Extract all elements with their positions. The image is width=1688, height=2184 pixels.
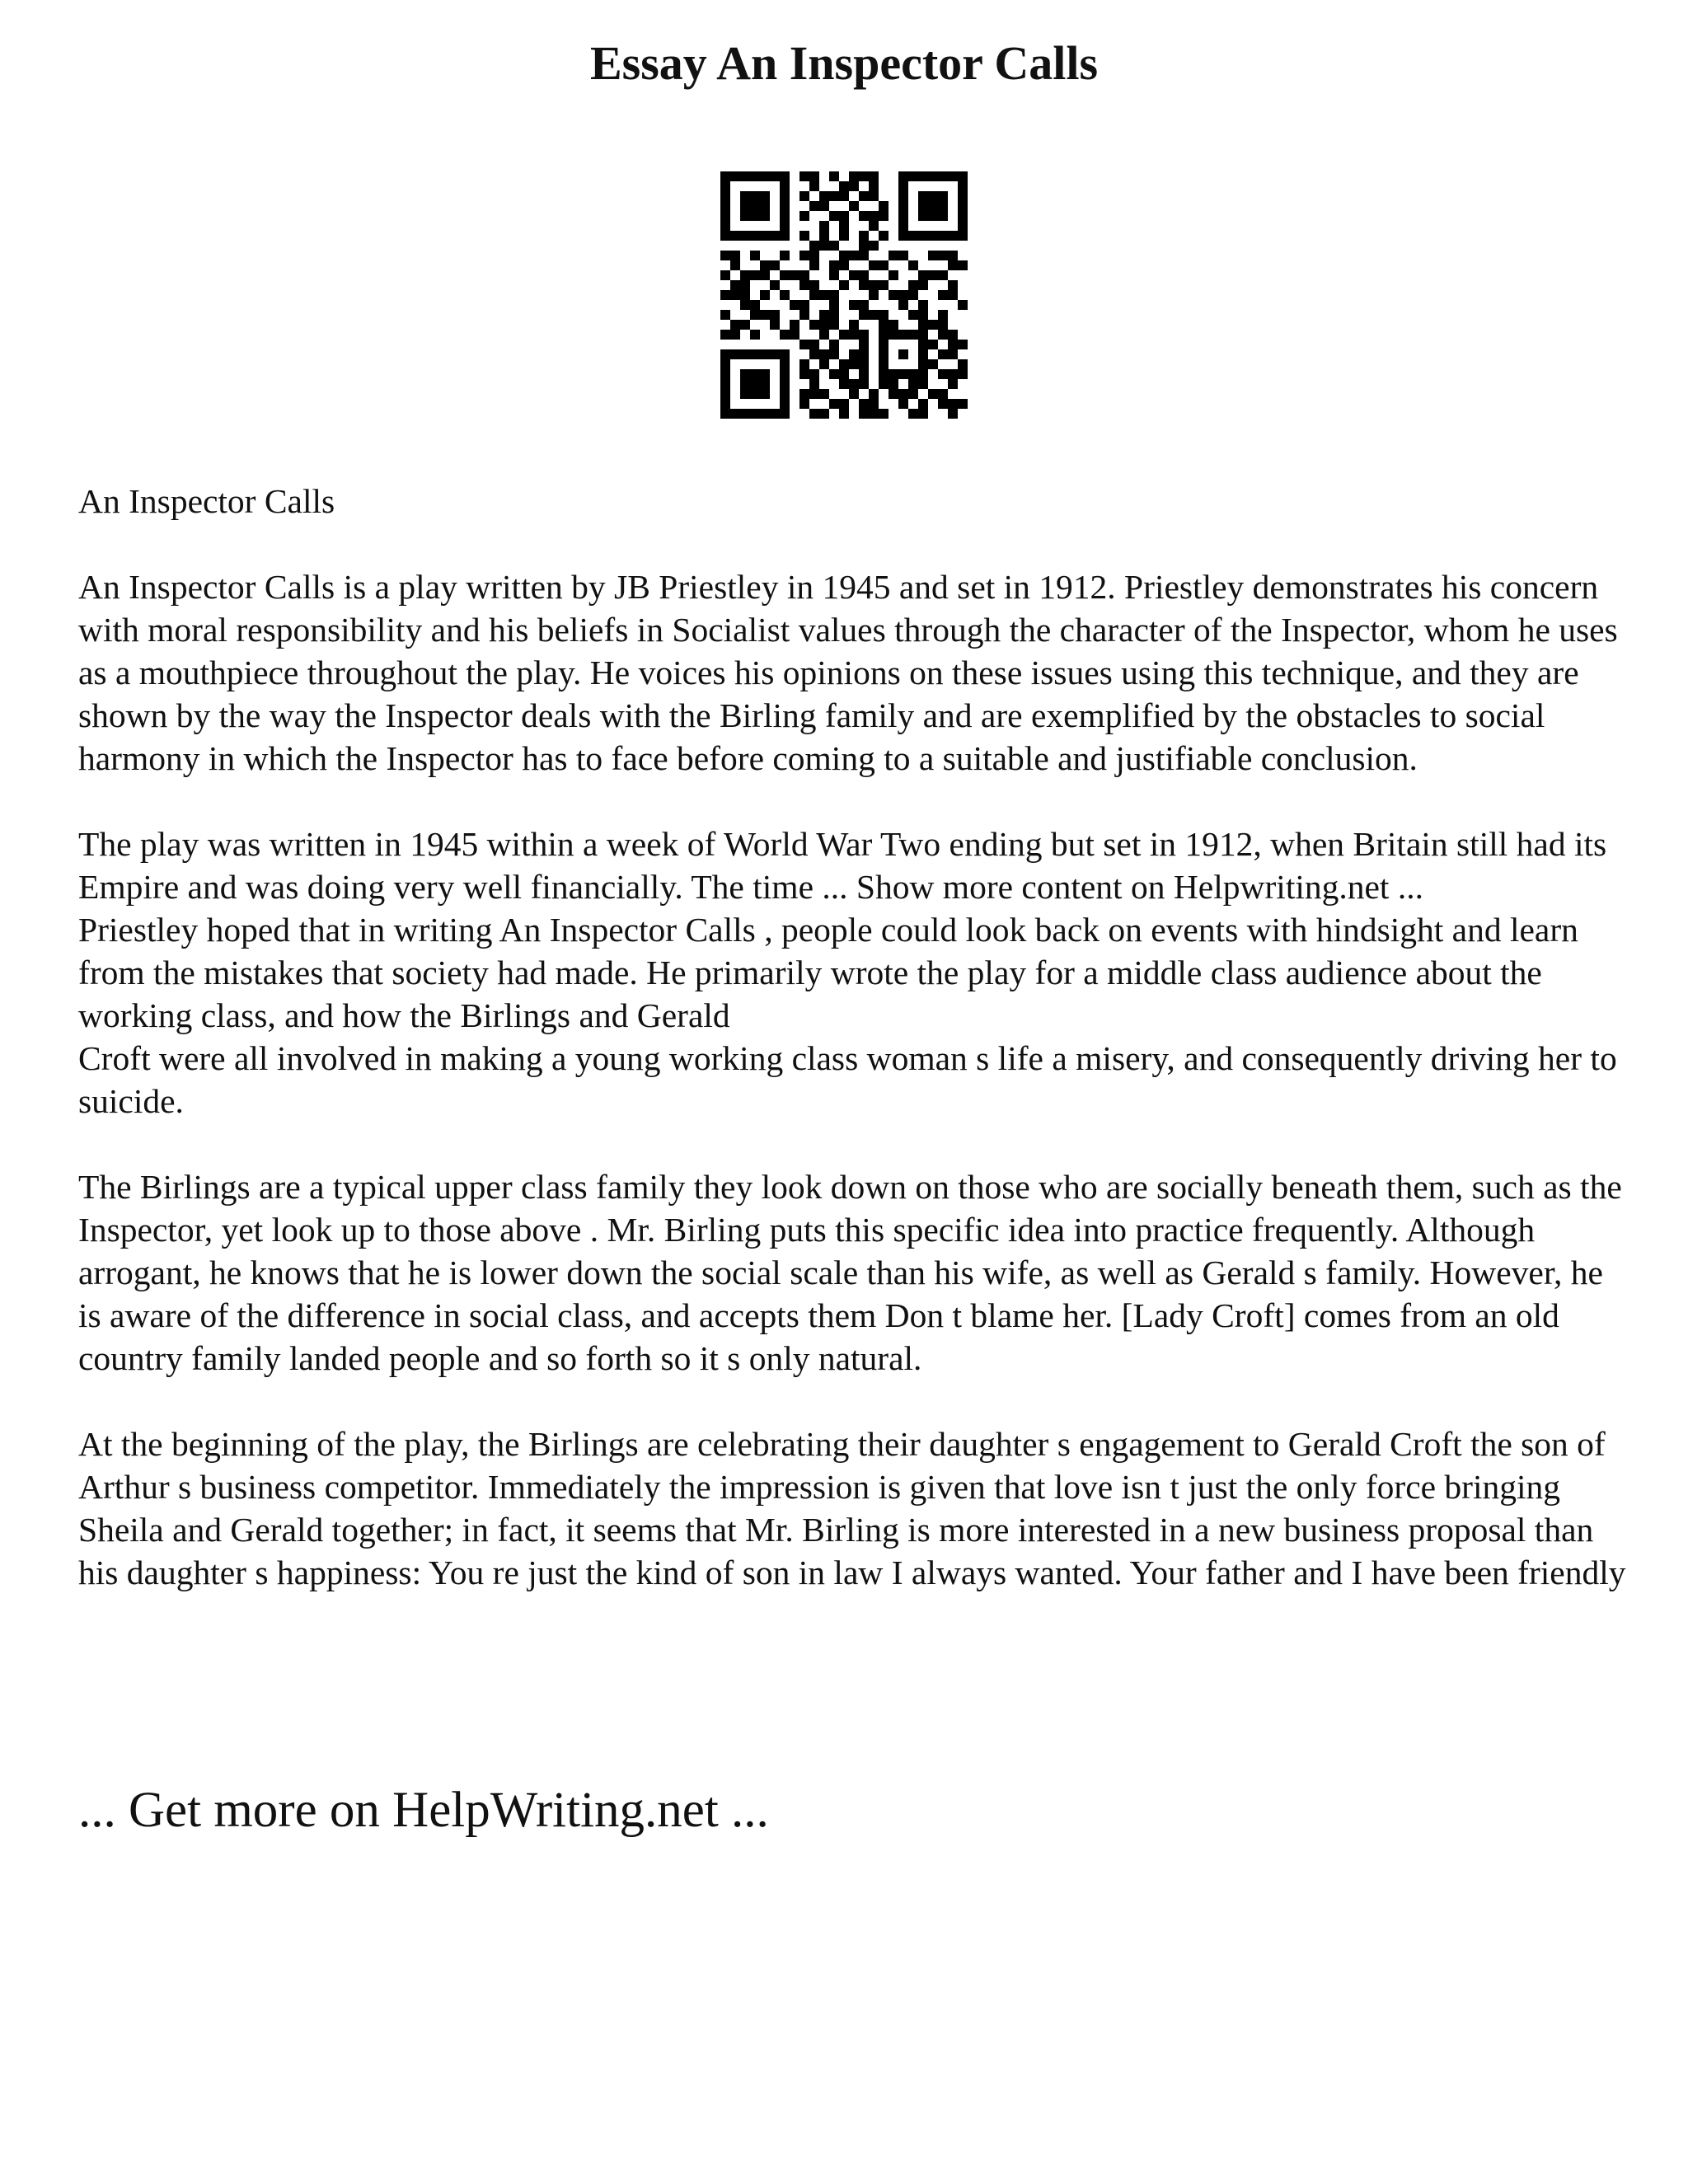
paragraph-4: Croft were all involved in making a young working class woman s life a misery, and consequently driving her to suicide. [78, 1039, 1617, 1120]
get-more-link[interactable]: ... Get more on HelpWriting.net ... [78, 1783, 769, 1838]
section-heading: An Inspector Calls [78, 482, 335, 520]
qr-code-icon [720, 171, 968, 419]
paragraph-spacer [78, 1122, 1628, 1165]
document-body [78, 480, 1628, 1594]
paragraph-1: An Inspector Calls is a play written by JB Priestley in 1945 and set in 1912. Priestley demonstrates his concern with moral responsibility and his beliefs in Socialist values through the character of the Inspector, whom he uses as a mouthpiece throughout the play. He voices his opinions on these issues using this technique, and they are shown by the way the Inspector deals with the Birling family and are exemplified by the obstacles to social harmony in which the Inspector has to face before coming to a suitable and justifiable conclusion. [78, 568, 1618, 777]
paragraph-3: Priestley hoped that in writing An Inspector Calls , people could look back on events with hindsight and learn from the mistakes that society had made. He primarily wrote the play for a middle class audience about the working class, and how the Birlings and Gerald [78, 911, 1578, 1034]
paragraph-6: At the beginning of the play, the Birlings are celebrating their daughter s engagement to Gerald Croft the son of Arthur s business competitor. Immediately the impression is given that love isn t just the only force bringing Sheila and Gerald together; in fact, it seems that Mr. Birling is more interested in a new business proposal than his daughter s happiness: You re just the kind of son in law I always wanted. Your father and I have been friendly [78, 1425, 1626, 1591]
document-title: Essay An Inspector Calls [589, 36, 1099, 90]
paragraph-2: The play was written in 1945 within a week of World War Two ending but set in 1912, when Britain still had its Empire and was doing very well financially. The time ... Show more content on Helpwriting.net ... [78, 825, 1607, 906]
paragraph-5: The Birlings are a typical upper class family they look down on those who are socially beneath them, such as the Inspector, yet look up to those above . Mr. Birling puts this specific idea into practice frequently. Although arrogant, he knows that he is lower down the social scale than his wife, as well as Gerald s family. However, he is aware of the difference in social class, and accepts them Don t blame her. [Lady Croft] comes from an old country family landed people and so forth so it s only natural. [78, 1168, 1622, 1377]
paragraph-spacer [78, 1380, 1628, 1422]
paragraph-spacer [78, 523, 1628, 565]
paragraph-spacer [78, 780, 1628, 823]
